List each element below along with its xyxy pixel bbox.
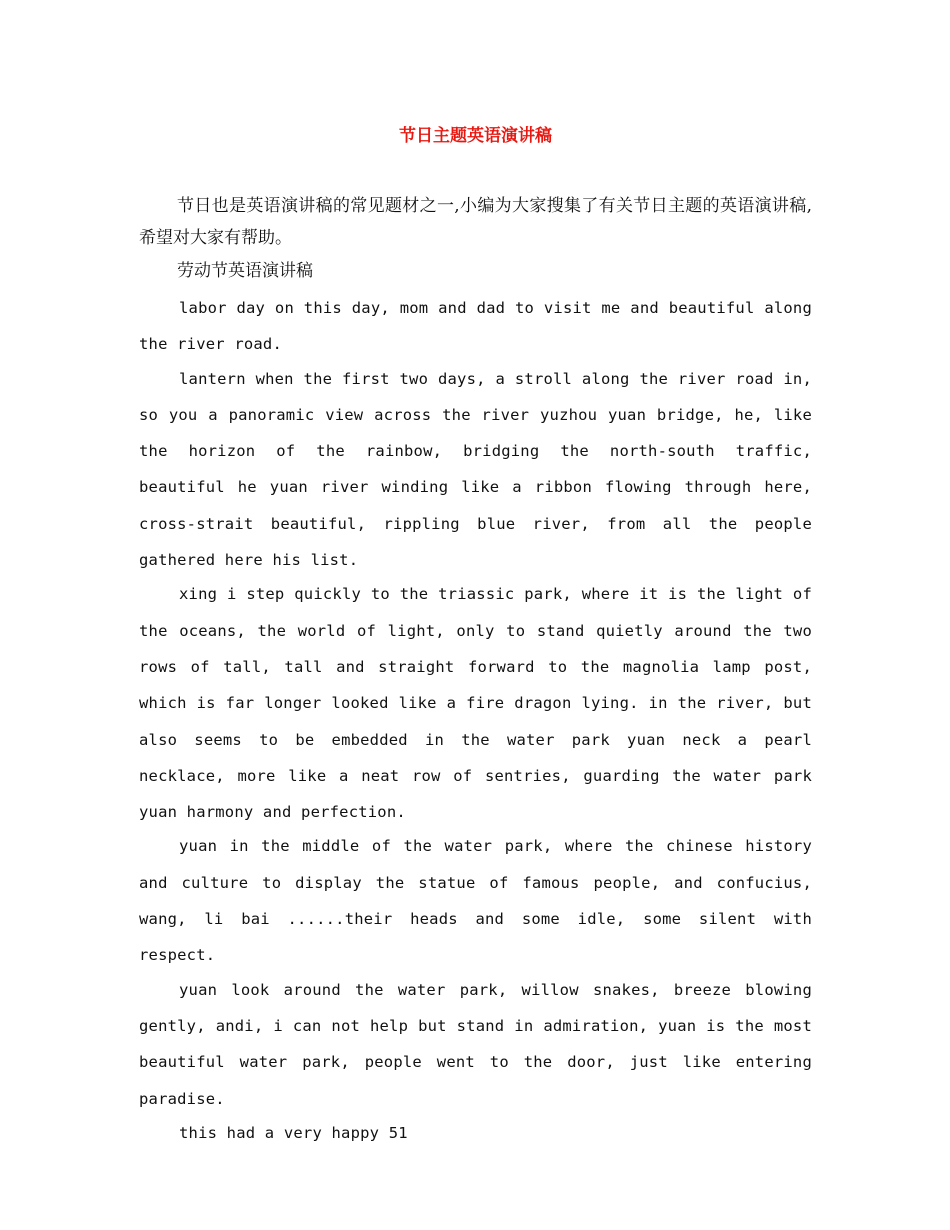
body-paragraph-3: xing i step quickly to the triassic park, where it is the light of the oceans, the world of light, only to stand quietly around the two rows of tall, tall and straight forward to the magnolia lamp post, which is far longer looked like a fire dragon lying. in the river, but also seems to be embedded in the water park yuan neck a pearl necklace, more like a neat row of sentries, guarding the water park yuan harmony and perfection.	[139, 585, 812, 822]
document-title: 节日主题英语演讲稿	[399, 126, 552, 146]
document-body	[139, 190, 812, 1149]
body-paragraph-5: yuan look around the water park, willow snakes, breeze blowing gently, andi, i can not help but stand in admiration, yuan is the most beautiful water park, people went to the door, just like entering paradise.	[139, 980, 812, 1108]
body-paragraph-6: this had a very happy 51	[179, 1123, 408, 1142]
body-paragraph-2: lantern when the first two days, a stroll along the river road in, so you a panoramic view across the river yuzhou yuan bridge, he, like the horizon of the rainbow, bridging the north-south traffic, beautiful he yuan river winding like a ribbon flowing through here, cross-strait beautiful, rippling blue river, from all the people gathered here his list.	[139, 369, 812, 570]
section-heading: 劳动节英语演讲稿	[177, 261, 313, 281]
body-paragraph-4: yuan in the middle of the water park, where the chinese history and culture to display the statue of famous people, and confucius, wang, li bai ......their heads and some idle, some silent with respect.	[139, 837, 812, 965]
body-paragraph-1: labor day on this day, mom and dad to visit me and beautiful along the river road.	[139, 299, 812, 354]
intro-paragraph: 节日也是英语演讲稿的常见题材之一,小编为大家搜集了有关节日主题的英语演讲稿,希望对大家有帮助。	[139, 196, 812, 248]
